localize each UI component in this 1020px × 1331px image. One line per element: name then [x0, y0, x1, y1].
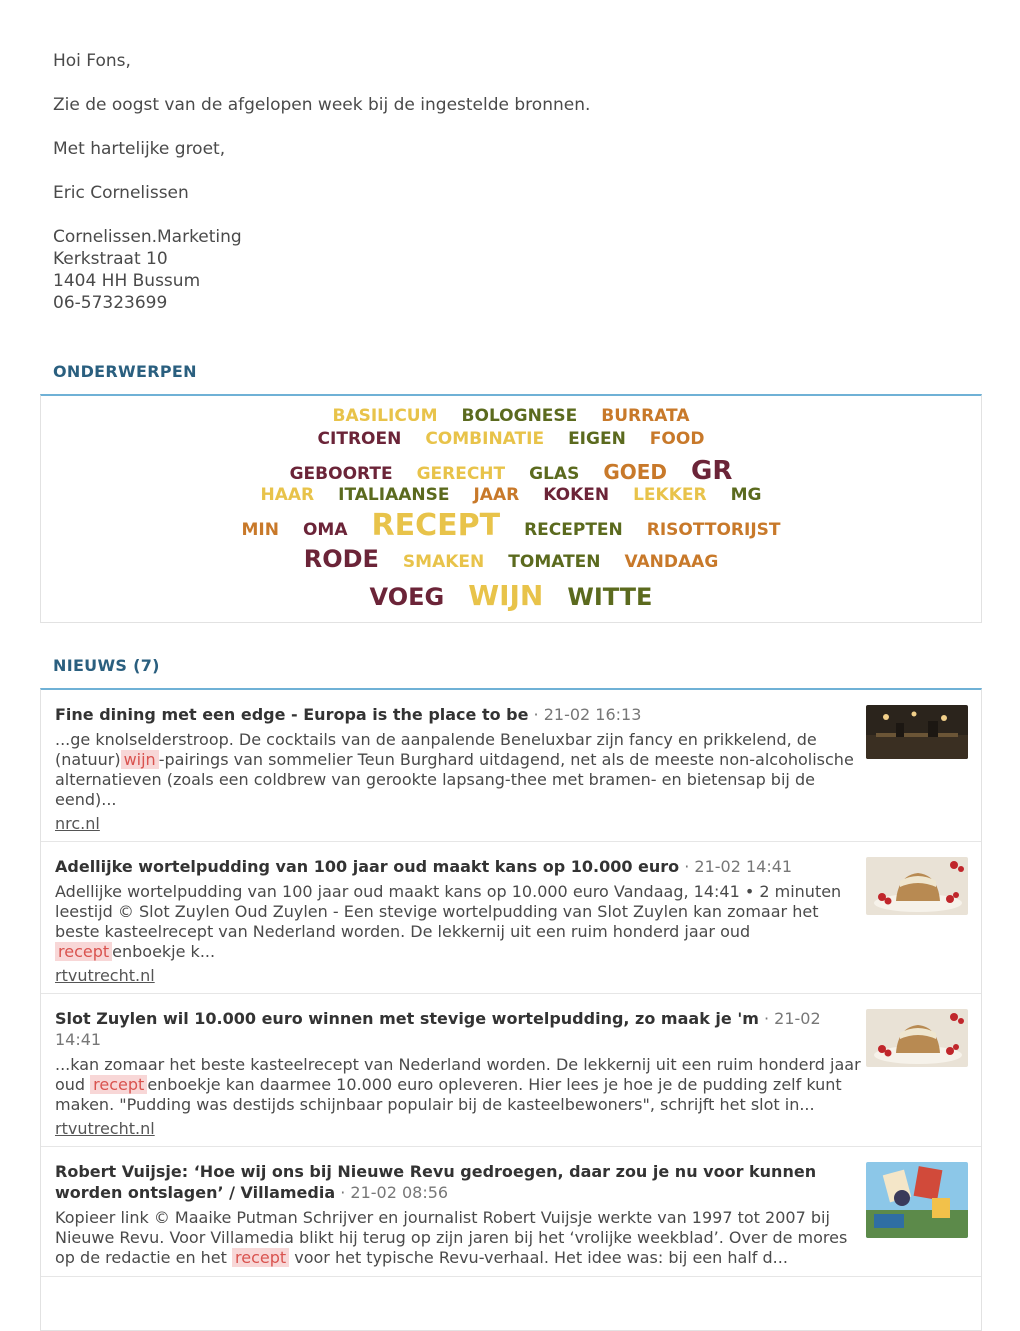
word-cloud-row	[41, 508, 981, 543]
closing: Met hartelijke groet,	[53, 139, 226, 159]
address-phone: 06-57323699	[53, 293, 168, 313]
topic-word-gr[interactable]: GR	[691, 456, 733, 486]
topic-word-bolognese[interactable]: BOLOGNESE	[461, 406, 578, 426]
word-cloud-row	[41, 545, 981, 573]
news-date: · 21-02 14:41	[55, 1009, 821, 1049]
topic-word-rode[interactable]: RODE	[303, 545, 379, 573]
address-city: 1404 HH Bussum	[53, 271, 201, 291]
news-date: · 21-02 14:41	[679, 857, 793, 876]
topic-word-min[interactable]: MIN	[241, 520, 279, 540]
topic-word-glas[interactable]: GLAS	[529, 464, 580, 484]
sender-address	[53, 226, 590, 314]
news-title-text[interactable]: Fine dining met een edge - Europa is the place to be	[55, 705, 529, 724]
news-snippet	[55, 730, 861, 810]
topics-word-cloud	[40, 394, 982, 623]
news-item-title[interactable]	[55, 1161, 861, 1203]
sender-name: Eric Cornelissen	[53, 183, 189, 203]
word-cloud-row	[41, 456, 981, 486]
topic-word-smaken[interactable]: SMAKEN	[402, 552, 485, 572]
snippet-text: enboekje k...	[112, 942, 216, 961]
news-source-link[interactable]: nrc.nl	[55, 814, 100, 833]
topic-word-mg[interactable]: MG	[730, 485, 762, 505]
news-source-link[interactable]: rtvutrecht.nl	[55, 1119, 155, 1138]
news-date: · 21-02 16:13	[528, 705, 642, 724]
intro-text: Zie de oogst van de afgelopen week bij de ingestelde bronnen.	[53, 95, 591, 115]
snippet-text: Kopieer link © Maaike Putman Schrijver en journalist Robert Vuijsje werkte van 1997 tot 2007 bij Nieuwe Revu. Voor Villamedia blikt hij terug op zijn jaren bij het ‘vrolijke weekblad’. Over de mores op de redactie en het	[55, 1208, 848, 1267]
keyword-highlight: recept	[90, 1075, 147, 1094]
news-snippet	[55, 1208, 861, 1268]
word-cloud-row	[41, 429, 981, 449]
news-thumbnail[interactable]	[866, 1162, 968, 1238]
word-cloud-row	[41, 579, 981, 612]
news-snippet	[55, 1055, 861, 1115]
snippet-text: Adellijke wortelpudding van 100 jaar oud maakt kans op 10.000 euro Vandaag, 14:41 • 2 minuten leestijd © Slot Zuylen Oud Zuylen - Een stevige wortelpudding van Slot Zuylen kan zomaar het beste kasteelrecept van Nederland worden. De lekkernij uit een ruim honderd jaar oud	[55, 882, 842, 941]
topic-word-witte[interactable]: WITTE	[567, 583, 653, 611]
news-thumbnail[interactable]	[866, 857, 968, 915]
greeting: Hoi Fons,	[53, 51, 131, 71]
topic-word-recepten[interactable]: RECEPTEN	[524, 520, 623, 540]
topic-word-burrata[interactable]: BURRATA	[601, 406, 690, 426]
news-item[interactable]	[41, 994, 981, 1147]
keyword-highlight: recept	[232, 1248, 289, 1267]
snippet-text: voor het typische Revu-verhaal. Het idee was: bij een half d...	[289, 1248, 788, 1267]
news-title-text[interactable]: Robert Vuijsje: ‘Hoe wij ons bij Nieuwe Revu gedroegen, daar zou je nu voor kunnen worden ontslagen’ / Villamedia	[55, 1162, 817, 1202]
news-snippet	[55, 882, 861, 962]
news-list	[40, 688, 982, 1331]
news-source-link[interactable]: rtvutrecht.nl	[55, 966, 155, 985]
keyword-highlight: wijn	[121, 750, 159, 769]
topic-word-voeg[interactable]: VOEG	[369, 583, 445, 611]
news-item-title[interactable]	[55, 856, 861, 877]
topic-word-haar[interactable]: HAAR	[260, 485, 315, 505]
news-item-title[interactable]	[55, 704, 861, 725]
topic-word-jaar[interactable]: JAAR	[473, 485, 520, 505]
news-item[interactable]	[41, 842, 981, 994]
topics-heading: ONDERWERPEN	[53, 362, 197, 381]
topic-word-wijn[interactable]: WIJN	[468, 579, 544, 612]
topic-word-tomaten[interactable]: TOMATEN	[508, 552, 601, 572]
snippet-text: -pairings van sommelier Teun Burghard uitdagend, net als de meeste non-alcoholische alternatieven (zoals een coldbrew van gerookte lapsang-thee met bramen- en bietensap bij de eend)...	[55, 750, 854, 809]
topic-word-basilicum[interactable]: BASILICUM	[332, 406, 438, 426]
topic-word-eigen[interactable]: EIGEN	[568, 429, 626, 449]
news-title-text[interactable]: Adellijke wortelpudding van 100 jaar oud maakt kans op 10.000 euro	[55, 857, 680, 876]
word-cloud-row	[41, 485, 981, 505]
topic-word-vandaag[interactable]: VANDAAG	[624, 552, 719, 572]
topic-word-gerecht[interactable]: GERECHT	[416, 464, 506, 484]
word-cloud-row	[41, 406, 981, 426]
keyword-highlight: recept	[55, 942, 112, 961]
topic-word-italiaanse[interactable]: ITALIAANSE	[338, 485, 450, 505]
topic-word-goed[interactable]: GOED	[603, 460, 668, 484]
topic-word-combinatie[interactable]: COMBINATIE	[425, 429, 545, 449]
news-date: · 21-02 08:56	[335, 1183, 449, 1202]
news-title-text[interactable]: Slot Zuylen wil 10.000 euro winnen met stevige wortelpudding, zo maak je 'm	[55, 1009, 759, 1028]
topic-word-risottorijst[interactable]: RISOTTORIJST	[646, 520, 781, 540]
news-item-title[interactable]	[55, 1008, 861, 1050]
news-heading: NIEUWS (7)	[53, 656, 160, 675]
address-street: Kerkstraat 10	[53, 249, 168, 269]
email-intro	[53, 50, 590, 314]
news-item[interactable]	[41, 690, 981, 842]
topic-word-lekker[interactable]: LEKKER	[633, 485, 707, 505]
news-item[interactable]	[41, 1147, 981, 1277]
topic-word-citroen[interactable]: CITROEN	[317, 429, 402, 449]
snippet-text: ...kan zomaar het beste kasteelrecept van Nederland worden. De lekkernij uit een ruim honderd jaar oud	[55, 1055, 861, 1094]
snippet-text: ...ge knolselderstroop. De cocktails van de aanpalende Beneluxbar zijn fancy en prikkelend, de (natuur)	[55, 730, 817, 769]
topic-word-recept[interactable]: RECEPT	[371, 508, 501, 543]
news-thumbnail[interactable]	[866, 705, 968, 759]
address-company: Cornelissen.Marketing	[53, 227, 242, 247]
topic-word-food[interactable]: FOOD	[649, 429, 705, 449]
topic-word-geboorte[interactable]: GEBOORTE	[289, 464, 393, 484]
snippet-text: enboekje kan daarmee 10.000 euro opleveren. Hier lees je hoe je de pudding zelf kunt maken. "Pudding was destijds schijnbaar populair bij de kasteelbewoners", schrijft het slot in...	[55, 1075, 842, 1114]
topic-word-koken[interactable]: KOKEN	[543, 485, 610, 505]
news-thumbnail[interactable]	[866, 1009, 968, 1067]
topic-word-oma[interactable]: OMA	[302, 520, 348, 540]
